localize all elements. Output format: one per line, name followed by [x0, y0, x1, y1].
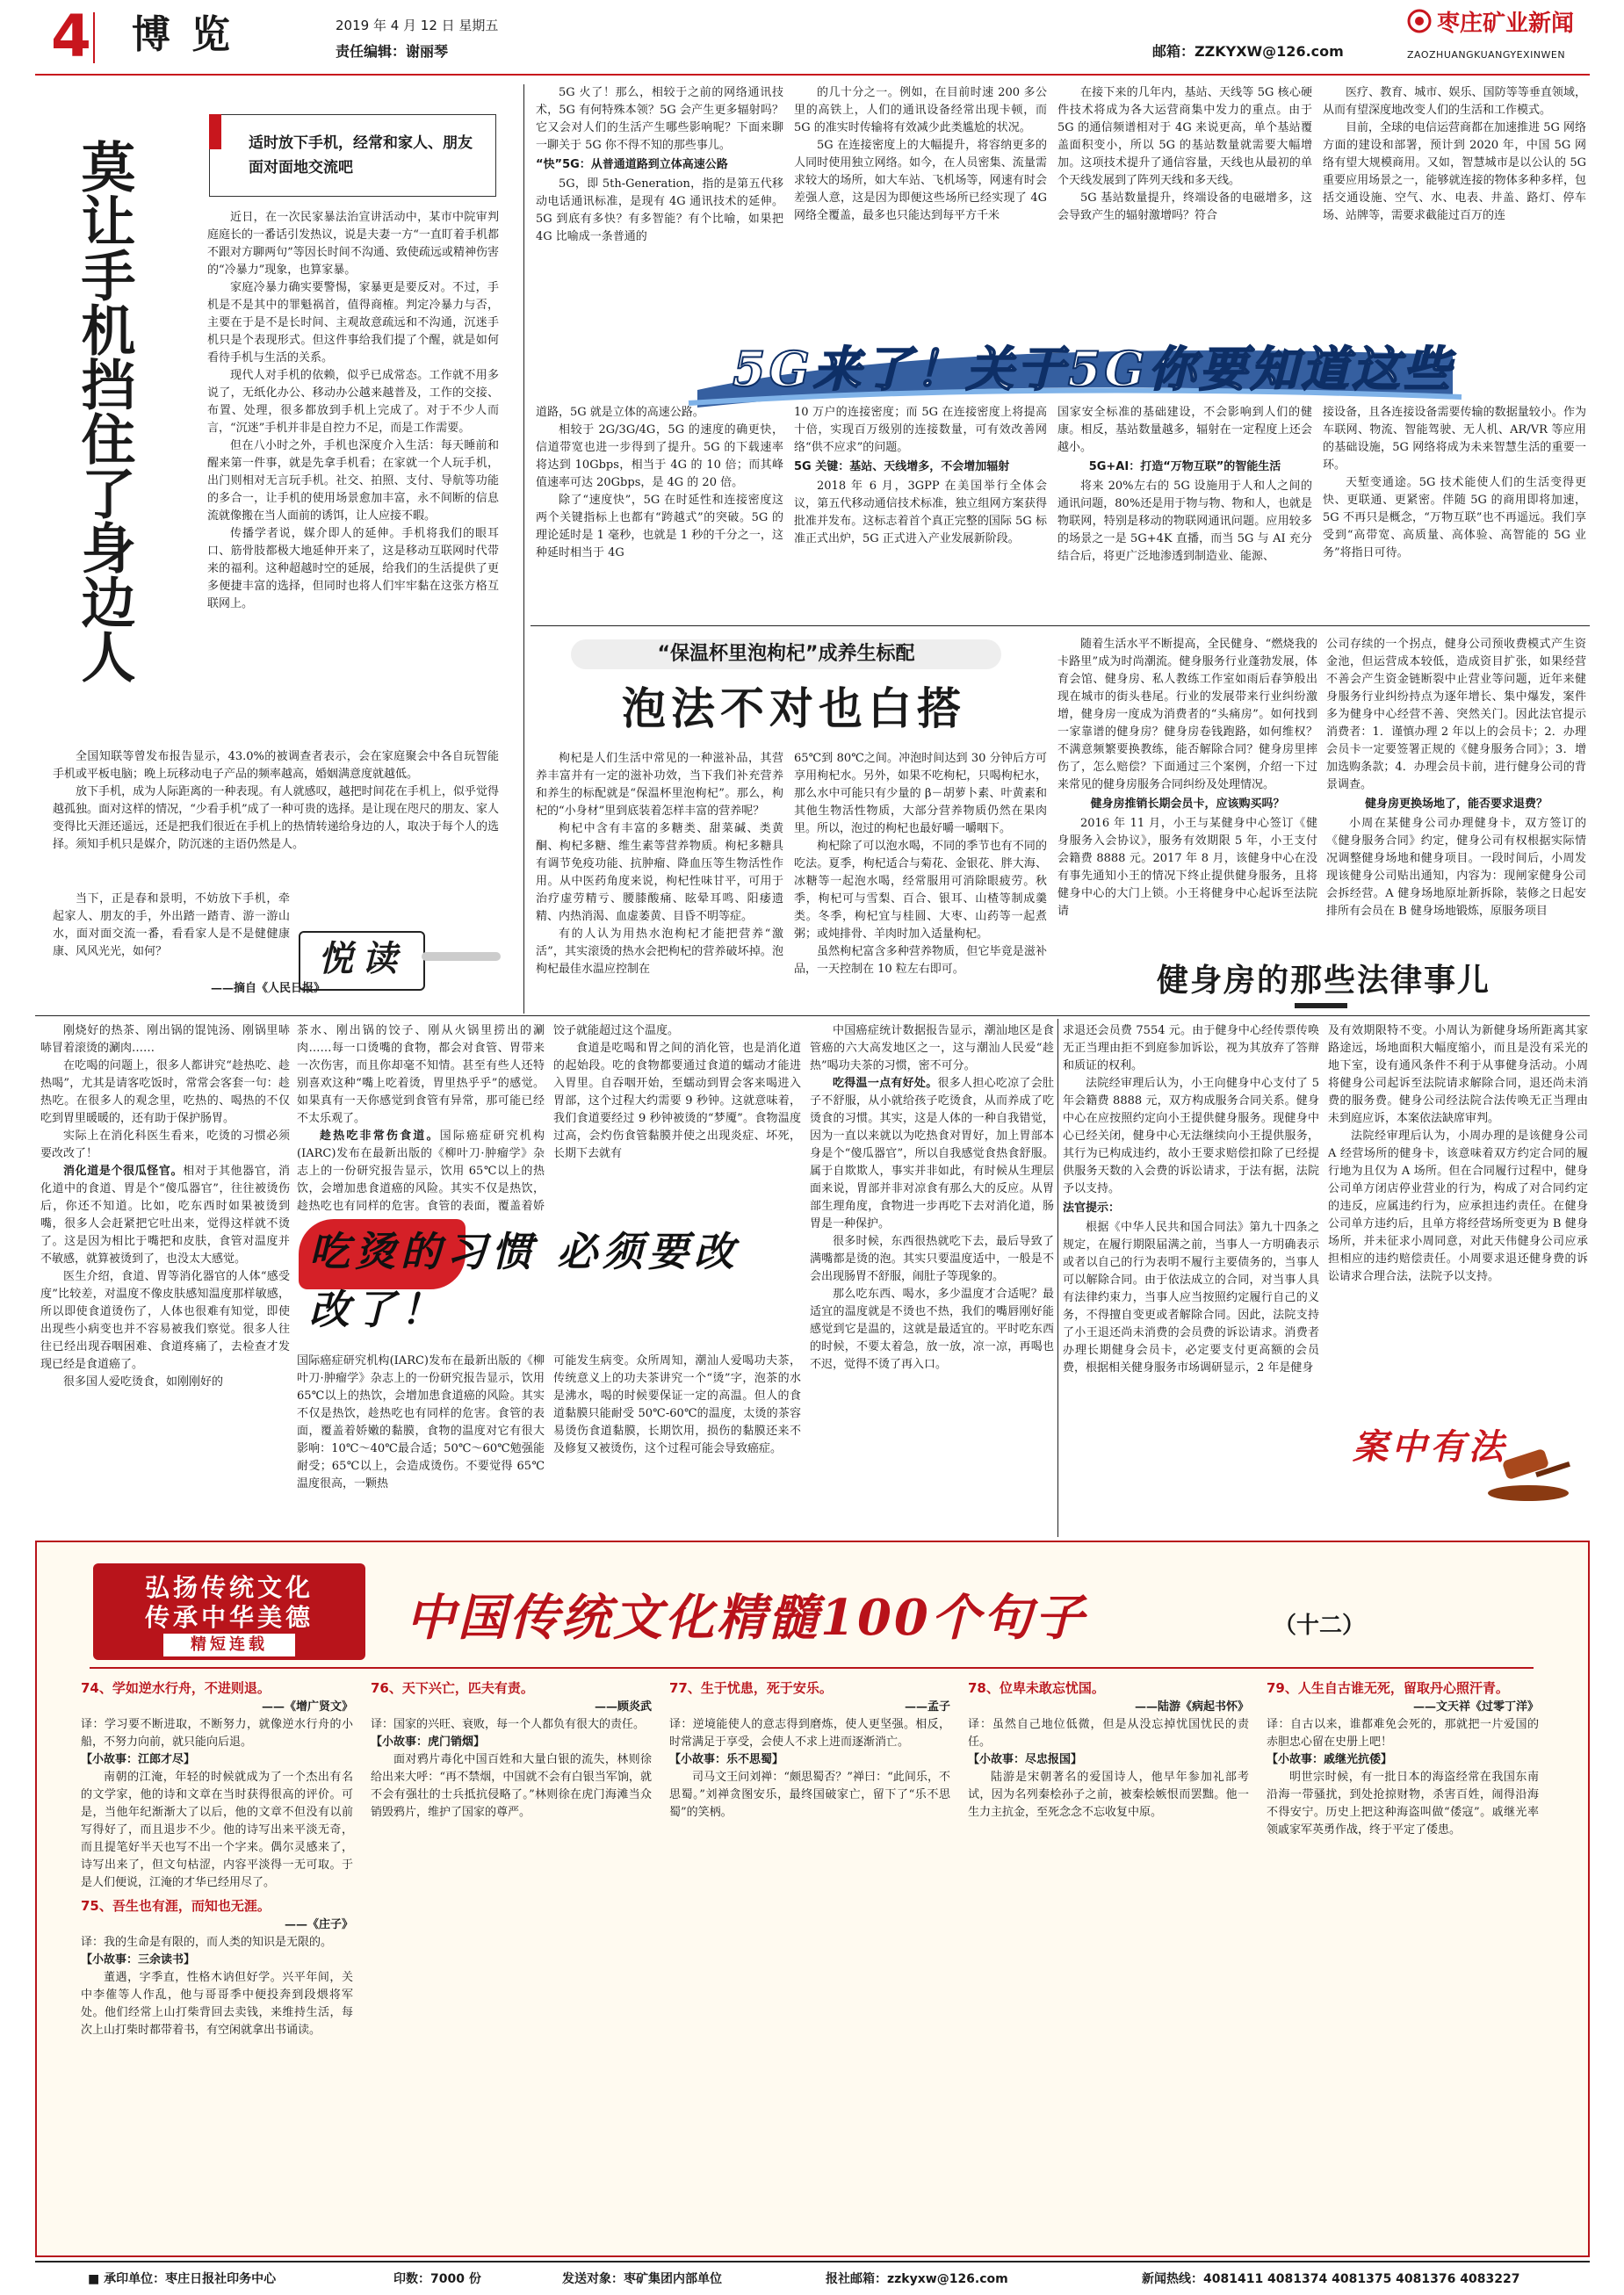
footer-printer: ■ 承印单位：枣庄日报社印务中心: [88, 2272, 277, 2286]
gym-col-1: 随着生活水平不断提高，全民健身、“燃烧我的卡路里”成为时尚潮流。健身服务行业蓬勃发展，体育会馆、健身房、私人教练工作室如雨后春笋般出现在城市的街头巷尾。行业的发展带来行业纠纷激增，健身房一度成为消费者的“头痛房”。如何找到一家靠谱的健身房？健身房卷钱跑路，如何维权？不满意频繁要换教练，能否解除合同？健身房里摔伤了，怎么赔偿？下面通过三个案例，介绍一下过来常见的健身房服务合同纠纷及处理情况。 健身房推销长期会员卡，应该购买吗？ 2016 年 11 月，小王与某健身中心签订《健身服务入会协议》，服务有效期限 5 年，小王支付会籍费 8888 元。2017 年 8 月，该健身中心在没有事先通知小王的情况下终止提供健身服务，且将健身中心的大门上锁。小王将健身中心起诉至法院请: [1057, 638, 1317, 918]
footer-copies: 印数：7000 份: [393, 2272, 481, 2286]
article-body-bottom: 全国知联等曾发布报告显示，43.0%的被调查者表示，会在家庭聚会中各自玩智能手机或平板电脑；晚上玩移动电子产品的频率越高，婚姻满意度就越低。 放下手机，成为人际距离的一种表现。有人就感叹，越把时间花在手机上，似乎觉得越孤独。面对这样的情况，“少看手机”成了一种可贵的选择。是让现在咫尺的朋友、家人变得比天涯还遥远，还是把我们很近在手机上的热情转递给身边的人，取决于每个人的选择。须知手机只是媒介，防沉迷的主语仍然是人。: [53, 750, 499, 851]
brand-name: 枣庄矿业新闻: [1437, 11, 1575, 37]
gym-title: 健身房的那些法律事儿: [1156, 962, 1490, 999]
brush-decoration: [422, 952, 501, 961]
culture-col-3: 77、生于忧患，死于安乐。 ——孟子 译：逆境能使人的意志得到磨炼，使人更坚强。相反，时常满足于享受，会使人不求上进而逐渐消亡。 【小故事：乐不思蜀】 司马文王问刘禅：“颇思蜀否？”禅曰：“此间乐，不思蜀。”刘禅贪图安乐，最终国破家亡，留下了“乐不思蜀”的笑柄。: [669, 1680, 950, 1819]
5g-bottom-col-2: 10 万户的连接密度；而 5G 在连接密度上将提高十倍，实现百万级别的连接数量，可有效改善网络“供不应求”的问题。 5G 关键：基站、天线增多，不会增加辐射 2018 年 6 月，3GPP 在美国举行全体会议，第五代移动通信技术标准，独立组网方案获得批准并发布。这标志着首个真正完整的国际 5G 标准正式出炉，5G 正式进入产业发展新阶段。: [794, 406, 1047, 545]
page-number: 4: [51, 3, 91, 70]
hot-col-3b: 可能发生病变。众所周知，潮汕人爱喝功夫茶，传统意义上的功夫茶讲究一个“烫”字，泡茶的水是沸水，喝的时候要保证一定的高温。但人的食道黏膜只能耐受 50℃-60℃的温度，太烫的茶容易烫伤食道黏膜，长期饮用，损伤的黏膜还来不及修复又被烫伤，这个过程可能会导致癌症。: [553, 1354, 801, 1455]
5g-col-2: 的几十分之一。例如，在目前时速 200 多公里的高铁上，人们的通讯设备经常出现卡顿，而 5G 的准实时传输将有效减少此类尴尬的状况。 5G 在连接密度上的大幅提升，将容纳更多的人同时使用独立网络。如今，在人员密集、流量需求较大的场所，如大车站、飞机场等，网速有时会差强人意，这是因为即便这些场所已经实现了 4G 网络全覆盖，最多也只能达到每平方千米: [794, 86, 1047, 222]
article-5g-bottom: [531, 404, 1590, 624]
brand-pinyin: ZAOZHUANGKUANGYEXINWEN: [1407, 49, 1566, 61]
article-goji: [531, 631, 1057, 1014]
column-tag-reading: 悦读: [299, 931, 425, 991]
footer-email: 报社邮箱：zzkyxw@126.com: [826, 2272, 1008, 2286]
5g-col-4: 医疗、教育、城市、娱乐、国防等等垂直领域，从而有望深度地改变人们的生活和工作模式。 目前，全球的电信运营商都在加速推进 5G 网络方面的建设和部署，预计到 2020 年，中国 5G 网络有望大规模商用。又如，智慧城市是以公认的 5G 重要应用场景之一，能够就连接的物体多种多样，包括交通设施、空气、水、电表、井盖、路灯、停车场、站牌等，需要求截能过百万的连: [1323, 86, 1586, 222]
5g-col-1: 5G 火了！那么，相较于之前的网络通讯技术，5G 有何特殊本领？5G 会产生更多辐射吗？它又会对人们的生活产生哪些影响呢？下面来聊一聊关于 5G 你不得不知的那些事儿。 “快”5G：从普通道路到立体高速公路 5G，即 5th-Generation，指的是第五代移动电话通讯标准，是现有 4G 通讯技术的延伸。5G 到底有多快？有多智能？有个比喻，如果把 4G 比喻成一条普通的: [536, 86, 783, 243]
culture-col-5: 79、人生自古谁无死，留取丹心照汗青。 ——文天祥《过零丁洋》 译：自古以来，谁都难免会死的，那就把一片爱国的赤胆忠心留在史册上吧！ 【小故事：戚继光抗倭】 明世宗时候，有一批日本的海盗经常在我国东南沿海一带骚扰，到处抢掠财物，杀害百姓，闹得沿海不得安宁。历史上把这种海盗叫做“倭寇”。戚继光率领戚家军英勇作战，终于平定了倭患。: [1267, 1680, 1539, 1837]
horizontal-separator-2: [35, 1015, 1590, 1016]
5g-col-3: 在接下来的几年内，基站、天线等 5G 核心硬件技术将成为各大运营商集中发力的重点。由于 5G 的通信频谱相对于 4G 来说更高，单个基站覆盖面积变小，所以 5G 的基站数量就需要大幅增加。这项技术提升了通信容量，天线也从最初的单个天线发展到了阵列天线和多天线。 5G 基站数量提升，终端设备的电磁增多，这会导致产生的辐射激增吗？符合: [1057, 86, 1312, 222]
culture-col-1: 74、学如逆水行舟，不进则退。 ——《增广贤文》 译：学习要不断进取，不断努力，就像逆水行舟的小船，不努力向前，就只能向后退。 【小故事：江郎才尽】 南朝的江淹，年轻的时候就成为了一个杰出有名的文学家，他的诗和文章在当时获得很高的评价。可是，当他年纪渐渐大了以后，他的文章不但没有以前写得好了，而且退步不少。他的诗写出来平淡无奇，而且提笔好半天也写不出一个字来。偶尔灵感来了，诗写出来了，但文句枯涩，内容平淡得一无可取。于是人们便说，江淹的才华已经用尽了。 75、吾生也有涯，而知也无涯。 ——《庄子》 译：我的生命是有限的，而人类的知识是无限的。 【小故事：三余读书】 董遇，字季直，性格木讷但好学。兴平年间，关中李傕等人作乱，他与哥哥季中便投奔到段煨将军处。他们经常上山打柴背回去卖钱，来维持生活，每次上山打柴时都带着书，有空闲就拿出书诵读。: [81, 1680, 353, 2037]
brand-logo-icon: [1407, 9, 1432, 33]
traditional-culture-frame: [35, 1541, 1590, 2257]
culture-title-rule: [90, 1667, 1534, 1669]
gym-title-underline: [1295, 1003, 1347, 1008]
culture-col-2: 76、天下兴亡，匹夫有责。 ——顾炎武 译：国家的兴旺、衰败，每一个人都负有很大的责任。 【小故事：虎门销烟】 面对鸦片毒化中国百姓和大量白银的流失，林则徐给出来大呼：“再不禁烟，中国就不会有白银当军饷，就不会有强壮的士兵抵抗侵略了。”林则徐在虎门海滩当众销毁鸦片，维护了国家的尊严。: [371, 1680, 652, 1819]
5g-bottom-col-3: 国家安全标准的基础建设，不会影响到人们的健康。相反，基站数量越多，辐射在一定程度上还会越小。 5G+AI：打造“万物互联”的智能生活 将来 20%左右的 5G 设施用于人和人之间的通讯问题，80%还是用于物与物、物和人，也就是物联网，特别是移动的物联网通讯问题。应用较多的场景之一是 5G+4K 直播，而当 5G 与 AI 充分结合后，将更广泛地渗透到制造业、能源、: [1057, 406, 1312, 563]
editor: 责任编辑：谢丽琴: [336, 43, 449, 60]
case-tag: 案中有法: [1353, 1414, 1581, 1528]
hot-col-3: 饺子就能超过这个温度。 食道是吃喝和胃之间的消化管，也是消化道的起始段。吃的食物都要通过食道的蠕动才能进入胃里。自吞咽开始，至蠕动到胃会客来喝进入胃部，这个过程大约需要 9 秒钟。这就意味着，我们食道要经过 9 秒钟被烫的“梦魇”。食物温度过高，会灼伤食管黏膜并使之出现炎症、坏死，长期下去就有: [553, 1024, 801, 1160]
footer-distribution: 发送对象：枣矿集团内部单位: [562, 2272, 722, 2286]
gym-col-3: 求退还会员费 7554 元。由于健身中心经传票传唤无正当理由拒不到庭参加诉讼，视为其放弃了答辩和质证的权利。 法院经审理后认为，小王向健身中心支付了 5 年会籍费 8888 元，双方构成服务合同关系。健身中心在应按照约定向小王提供健身服务。现健身中心已经关闭，健身中心无法继续向小王提供服务，其行为已构成违约，故小王要求赔偿扣除了已经提供服务天数的入会费的诉讼请求，于法有据，法院予以支持。 法官提示： 根据《中华人民共和国合同法》第九十四条之规定，在履行期限届满之前，当事人一方明确表示或者以自己的行为表明不履行主要债务的，当事人可以解除合同。由于依法成立的合同，对当事人具有法律约束力，当事人应当按照约定履行自己的义务，不得擅自变更或者解除合同。因此，法院支持了小王退还尚未消费的会员费的诉讼请求。消费者办理长期健身会员卡，必定要支付更高额的会员费，根据相关健身服务市场调研显示，2 年是健身: [1063, 1024, 1319, 1375]
horizontal-separator: [531, 625, 1590, 626]
culture-col-4: 78、位卑未敢忘忧国。 ——陆游《病起书怀》 译：虽然自己地位低微，但是从没忘掉忧国忧民的责任。 【小故事：尽忠报国】 陆游是宋朝著名的爱国诗人，他早年参加礼部考试，因为名列秦桧孙子之前，被秦桧嫉恨而罢黜。他一生力主抗金，至死念念不忘收复中原。: [968, 1680, 1249, 1819]
culture-badge: 弘扬传统文化 传承中华美德 精短连载: [93, 1563, 365, 1660]
hot-col-1: 刚烧好的热茶、刚出锅的馄饨汤、刚锅里哧哧冒着滚烫的涮肉…… 在吃喝的问题上，很多人都讲究“趁热吃、趁热喝”，尤其是请客吃饭时，常常会客套一句：趁热吃。在很多人的观念里，吃热的、喝热的不仅吃到胃里暖暖的，还有助于保护肠胃。 实际上在消化科医生看来，吃烫的习惯必须要改改了！ 消化道是个很瓜怪官。相对于其他器官，消化道中的食道、胃是个“傻瓜器官”，往往被烫伤后，你还不知道。比如，吃东西时如果被烫到嘴，很多人会赶紧把它吐出来，觉得这样就不烫了。这是因为相比于嘴把和皮肤，食管对温度并不敏感，就算被烫到了，也没太大感觉。 医生介绍，食道、胃等消化器官的人体“感受度”比较差，对温度不像皮肤感知温度那样敏感，所以即使食道烫伤了，人体也很难有知觉，即使出现些小病变也并不容易被我们察觉。很多人往往已经出现吞咽困难、食道疼痛了，去检查才发现已经是食道癌了。 很多国人爱吃烫食，如刚刚好的: [40, 1024, 290, 1389]
5g-banner-title: 5G来了！关于5G你要知道这些: [733, 341, 1454, 397]
goji-col-1: 枸杞是人们生活中常见的一种滋补品，其营养丰富并有一定的滋补功效，当下我们补充营养和养生的标配就是“保温杯里泡枸杞”。那么，枸杞的“小身材”里到底装着怎样丰富的营养呢？ 枸杞中含有丰富的多糖类、甜菜碱、类黄酮、枸杞多糖、维生素等营养物质。枸杞多糖具有调节免疫功能、抗肿瘤、降血压等生物活性作用。从中医药角度来说，枸杞性味甘平，可用于治疗虚劳精亏、腰膝酸痛、眩晕耳鸣、阳痿遗精、内热消渴、血虚萎黄、目昏不明等症。 有的人认为用热水泡枸杞才能把营养“激活”，其实滚烫的热水会把枸杞的营养破坏掉。泡枸杞最佳水温应控制在: [536, 752, 783, 976]
culture-title: 中国传统文化精髓100个句子: [406, 1589, 1086, 1647]
article-source: ——摘自《人民日报》: [210, 982, 325, 995]
5g-bottom-col-1: 道路，5G 就是立体的高速公路。 相较于 2G/3G/4G，5G 的速度的确更快，信道带宽也进一步得到了提升。5G 的下载速率将达到 10Gbps，相当于 4G 的 10 倍；而其峰值速率可达 20Gbps，是 4G 的 20 倍。 除了“速度快”，5G 在时延性和连接密度这两个关键指标上也都有“跨越式”的突破。5G 的理论延时是 1 毫秒，也就是 1 秒的千分之一，这种延时相当于 4G: [536, 406, 783, 559]
article-phone: [35, 95, 516, 1014]
article-gym: [1057, 631, 1590, 1014]
5g-bottom-col-4: 接设备，且各连接设备需要传输的数据量较小。作为车联网、物流、智能驾驶、无人机、AR/VR 等应用的基础设施，5G 网络将成为未来智慧生活的重要一环。 天堑变通途。5G 技术能使人们的生活变得更快、更联通、更紧密。伴随 5G 的商用即将加速，5G 不再只是概念，“万物互联”也不再遥远。我们享受到“高带宽、高质量、高体验、高智能的 5G 业务”将指日可待。: [1323, 406, 1586, 559]
hot-food-hook: 吃烫的习惯 必须要改改了！: [299, 1219, 790, 1351]
gym-col-4: 及有效期限特不变。小周认为新健身场所距离其家路途远，场地面积大幅度缩小，而且是没有采光的地下室，设有通风条件不利于从事健身活动。小周将健身公司起诉至法院请求解除合同，退还尚未消费的服务费。健身公司经法院合法传唤无正当理由未到庭应诉，本案依法缺席审判。 法院经审理后认为，小周办理的是该健身公司 A 经营场所的健身卡，该意味着双方约定合同的履行地为且仅为 A 场所。但在合同履行过程中，健身公司单方闭店停业营业的行为，构成了对合同约定的违反，应属违约行为，应承担违约责任。在健身公司单方违约后，且单方将经营场所变更为 B 健身场所，并未征求小周同意，对此天伟健身公司应承担相应的违约赔偿责任。小周要求退还健身费的诉讼请求合理合法，法院予以支持。: [1328, 1024, 1588, 1283]
section-title: 博览: [132, 12, 251, 57]
goji-title: 泡法不对也白搭: [622, 682, 966, 734]
issue-date: 2019 年 4 月 12 日 星期五: [336, 18, 499, 33]
goji-col-2: 65℃到 80℃之间。冲泡时间达到 30 分钟后方可享用枸杞水。另外，如果不吃枸杞，只喝枸杞水，那么水中可能只有少量的 β－胡萝卜素、叶黄素和其他生物活性物质，大部分营养物质仍然在果肉里。所以，泡过的枸杞也最好嚼一嚼咽下。 枸杞除了可以泡水喝，不同的季节也有不同的吃法。夏季，枸杞适合与菊花、金银花、胖大海、冰糖等一起泡水喝，经常服用可消除眼疲劳。秋季，枸杞可与雪梨、百合、银耳、山楂等制成羹类。冬季，枸杞宜与桂圆、大枣、山药等一起煮粥；或炖排骨、羊肉时加入适量枸杞。 虽然枸杞富含多种营养物质，但它毕竟是滋补品，一天控制在 10 粒左右即可。: [794, 752, 1047, 976]
column-separator-2: [1057, 1019, 1058, 1537]
article-deck: 适时放下手机，经常和家人、朋友面对面地交流吧: [209, 114, 496, 197]
culture-series: （十二）: [1274, 1613, 1366, 1639]
header-rule: [35, 74, 1590, 76]
footer: [35, 2261, 1590, 2289]
header-email: 邮箱：ZZKYXW@126.com: [1152, 43, 1344, 60]
article-title-vertical: 莫让手机挡住了身边人: [72, 139, 136, 683]
article-gym-lower: [1063, 1019, 1590, 1537]
article-body-right: 近日，在一次民家暴法治宣讲活动中，某市中院审判庭庭长的一番话引发热议，说是夫妻一方“一直盯着手机都不跟对方聊两句”等因长时间不沟通、致使疏远或精神伤害的“冷暴力”现象，也算家暴。 家庭冷暴力确实要警惕，家暴更是要反对。不过，手机是不是其中的罪魁祸首，值得商榷。判定冷暴力与否，主要在于是不是长时间、主观故意疏远和不沟通，沉迷手机只是个表现形式。但这件事给我们提了个醒，就是如何看待手机与生活的关系。 现代人对手机的依赖，似乎已成常态。工作就不用多说了，无纸化办公、移动办公越来越普及，工作的交接、布置、处理，很多都放到手机上完成了。对于不少人而言，“沉迷”手机并非是自控力不足，而是工作需要。 但在八小时之外，手机也深度介入生活：每天睡前和醒来第一件事，就是先拿手机看；在家就一个人玩手机，出门则相对无言玩手机。社交、拍照、支付、导航等功能的多合一，让手机的使用场景愈加丰富，永不间断的信息流就像搬在当人面前的诱饵，让人应接不暇。 传播学者说，媒介即人的延伸。手机将我们的眼耳口、筋骨肢都极大地延伸开来了，这是移动互联网时代带来的福利。这种超越时空的延展，给我们的生活提供了更多便捷丰富的选择，但同时也将人们牢牢黏在这张方格互联网上。: [207, 211, 499, 610]
5g-banner: [680, 320, 1470, 416]
hot-col-4: 中国癌症统计数据报告显示，潮汕地区是食管癌的六大高发地区之一，这与潮汕人民爱“趁热”喝功夫茶的习惯，密不可分。 吃得温一点有好处。很多人担心吃凉了会肚子不舒服，从小就给孩子吃烫食，从而养成了吃烫食的习惯。其实，这是人体的一种自我错觉，因为一直以来就以为吃热食对胃好，加上胃部本身是个“傻瓜器官”，所以自我感觉食热食舒服。属于自欺欺人，事实并非如此，有时候从生理层面来说，胃部并非对凉食有那么大的反应。从胃部生理角度，食物进一步再吃下去对消化道，肠胃是一种保护。 很多时候，东西很热就吃下去，最后导致了满嘴都是烫的泡。其实只要温度适中，一般是不会出现肠胃不舒服，闹肚子等现象的。 那么吃东西、喝水，多少温度才合适呢？最适宜的温度就是不烫也不热，我们的嘴唇刚好能感觉到它是温的，这就是最适宜的。平时吃东西的时候，不要太着急，放一放，凉一凉，再喝也不迟，觉得不烫了再入口。: [810, 1024, 1054, 1371]
article-hot-food: [35, 1019, 1054, 1537]
column-separator: [523, 84, 524, 1014]
section-divider: [93, 12, 95, 63]
article-5g: [531, 84, 1590, 453]
article-body-end: 当下，正是春和景明，不妨放下手机，牵起家人、朋友的手，外出踏一踏青、游一游山水，面对面交流一番，看看家人是不是健健康康、风风光光，如何？: [53, 892, 290, 958]
gym-col-2: 公司存续的一个拐点，健身公司预收费模式产生资金池，但运营成本较低，造成资目扩张，如果经营不善会产生资金链断裂中止营业等问题，近年来健身服务行业纠纷持点为逐年增长、集中爆发，案件多为健身中心经营不善、突然关门。因此法官提示消费者：1．谨慎办理 2 年以上的会员卡；2．办理会员卡一定要签署正规的《健身服务合同》；3．增加选购条款；4．办理会员卡前，进行健身公司的背景调查。 健身房更换场地了，能否要求退费？ 小周在某健身公司办理健身卡，双方签订的《健身服务合同》约定，健身公司有权根据实际情况调整健身场地和健身项目。一段时间后，小周发现该健身公司贴出通知，内容为：现闸家健身公司会拆经营。A 健身场地原址新拆除，装修之日起安排所有会员在 B 健身场地锻炼，原服务项目: [1326, 638, 1586, 918]
masthead: [0, 0, 1624, 81]
footer-phones: 新闻热线：4081411 4081374 4081375 4081376 4083227: [1142, 2272, 1520, 2286]
hot-col-2b: 国际癌症研究机构(IARC)发布在最新出版的《柳叶刀·肿瘤学》杂志上的一份研究报告显示，饮用 65℃以上的热饮，会增加患食道癌的风险。其实不仅是热饮，趁热吃也有同样的危害。食管的表面，覆盖着娇嫩的黏膜，食物的温度对它有很大影响：10℃～40℃最合适；50℃～60℃勉强能耐受；65℃以上，会造成烫伤。不要觉得 65℃温度很高，一颗热: [297, 1354, 545, 1490]
goji-kicker: “保温杯里泡枸杞”成养生标配: [571, 639, 1001, 669]
hot-col-2: 茶水、刚出锅的饺子、刚从火锅里捞出的涮肉……每一口烫嘴的食物，都会对食管、胃带来一次伤害，而且你却毫不知情。甚至有些人还特别喜欢这种“嘴上吃着烫，胃里热乎乎”的感觉。如果真有一天你感觉到食管有异常，那可能已经不太乐观了。 趁热吃非常伤食道。国际癌症研究机构(IARC)发布在最新出版的《柳叶刀·肿瘤学》杂志上的一份研究报告显示，饮用 65℃以上的热饮，会增加患食道癌的风险。其实不仅是热饮，趁热吃也有同样的危害。食管的表面，覆盖着娇: [297, 1024, 545, 1213]
